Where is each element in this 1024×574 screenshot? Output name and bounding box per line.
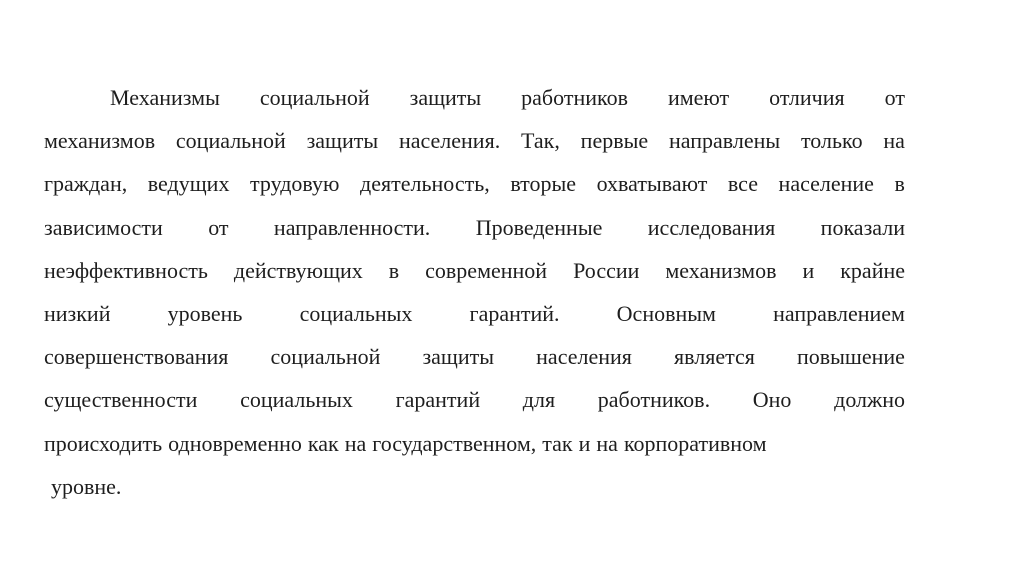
word: зависимости	[44, 214, 163, 240]
word: имеют	[667, 85, 730, 110]
text-line	[44, 378, 905, 421]
word: и	[802, 257, 815, 283]
word: первые	[580, 128, 649, 154]
word: и	[578, 430, 591, 456]
text-line	[44, 76, 905, 119]
text-line	[44, 292, 905, 335]
word: защиты	[409, 85, 482, 110]
word: России	[573, 257, 640, 283]
word: Проведенные	[475, 214, 603, 240]
word: социальной	[270, 344, 381, 370]
word: населения	[536, 344, 632, 370]
word: на	[344, 430, 367, 456]
word: трудовую	[250, 171, 340, 197]
word: гарантий	[395, 387, 481, 413]
word: является	[674, 344, 755, 370]
word: вторые	[510, 171, 577, 197]
word: направлением	[773, 300, 905, 326]
word: в	[894, 171, 905, 197]
word: происходить	[44, 430, 163, 456]
word: Так,	[521, 128, 560, 154]
text-line	[44, 249, 905, 292]
word: Оно	[752, 387, 792, 413]
word: деятельность,	[360, 171, 490, 197]
word: корпоративном	[623, 430, 767, 456]
word: государственном,	[372, 430, 537, 456]
word: на	[883, 128, 905, 154]
word: для	[522, 387, 556, 413]
word: как	[307, 430, 339, 456]
word: граждан,	[44, 171, 128, 197]
word: совершенствования	[44, 344, 229, 370]
word: социальных	[299, 300, 413, 326]
word: так	[542, 430, 573, 456]
word: население	[778, 171, 874, 197]
word: от	[208, 214, 229, 240]
word: Механизмы	[110, 85, 220, 110]
word: населения.	[398, 128, 501, 154]
word: должно	[834, 387, 905, 413]
word: исследования	[647, 214, 776, 240]
text-line	[44, 162, 905, 205]
word: ведущих	[147, 171, 230, 197]
word: повышение	[796, 344, 905, 370]
word: крайне	[840, 257, 905, 283]
word: механизмов	[44, 128, 156, 154]
text-line	[44, 465, 905, 508]
word: показали	[820, 214, 905, 240]
text-line	[44, 335, 905, 378]
text-line	[44, 206, 905, 249]
word: социальных	[240, 387, 353, 413]
word: гарантий.	[469, 300, 560, 326]
word: работников.	[597, 387, 711, 413]
word: одновременно	[168, 430, 302, 456]
word: существенности	[44, 387, 198, 413]
word: охватывают	[596, 171, 708, 197]
word: работников	[521, 85, 628, 110]
word: от	[884, 85, 905, 110]
word: Основным	[616, 300, 716, 326]
word: низкий	[44, 300, 111, 326]
word: отличия	[769, 85, 845, 110]
word: уровне.	[51, 473, 122, 499]
word: механизмов	[665, 257, 777, 283]
word: на	[596, 430, 618, 456]
word: неэффективность	[44, 257, 208, 283]
document-paragraph	[44, 76, 905, 508]
word: защиты	[422, 344, 495, 370]
word: все	[727, 171, 758, 197]
word: направленности.	[273, 214, 431, 240]
word: направлены	[668, 128, 781, 154]
word: уровень	[167, 300, 243, 326]
word: только	[800, 128, 863, 154]
word: защиты	[306, 128, 379, 154]
text-line	[44, 422, 905, 465]
word: современной	[425, 257, 548, 283]
text-line	[44, 119, 905, 162]
word: социальной	[259, 85, 370, 110]
word: социальной	[175, 128, 286, 154]
word: действующих	[233, 257, 363, 283]
word: в	[388, 257, 400, 283]
